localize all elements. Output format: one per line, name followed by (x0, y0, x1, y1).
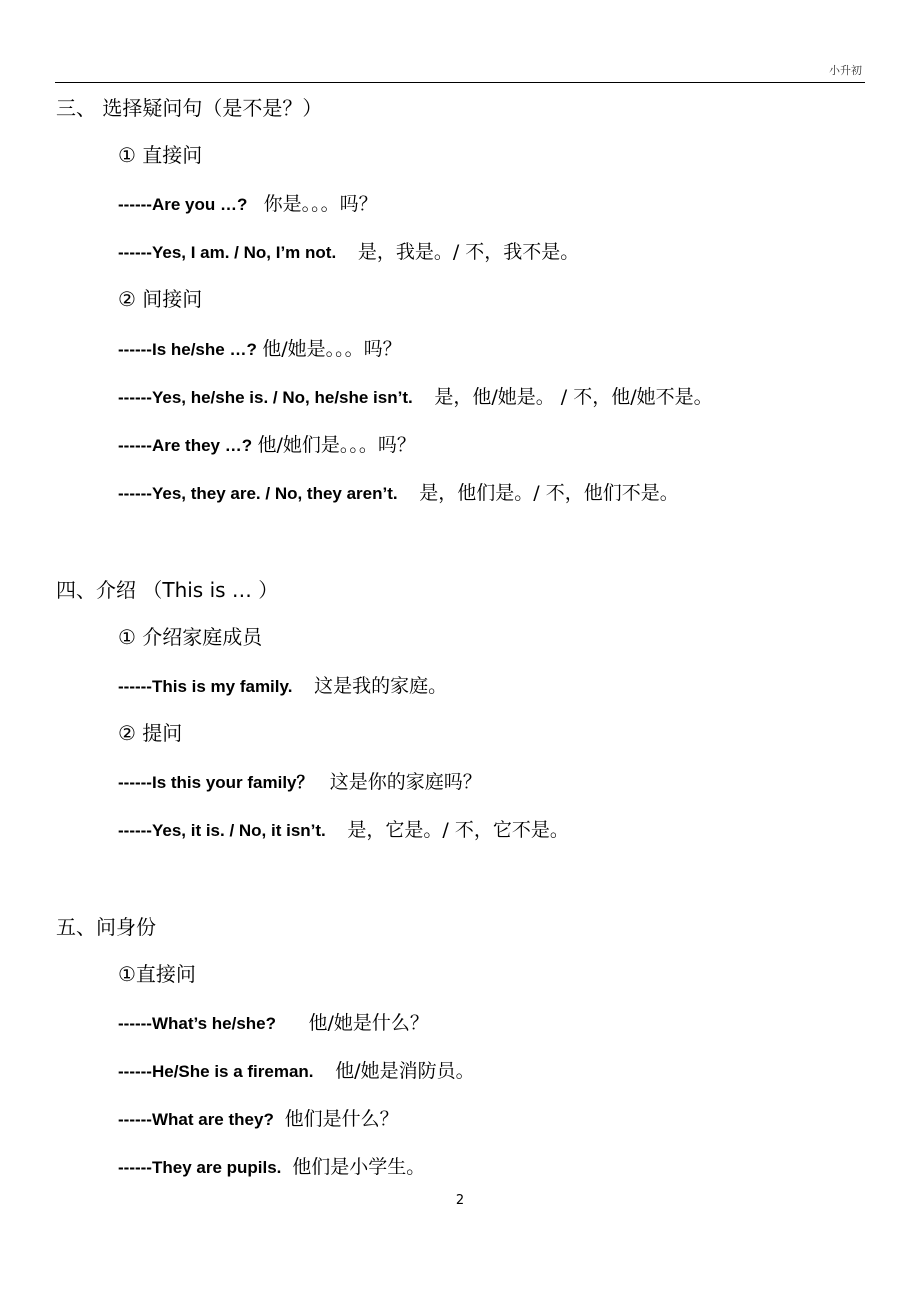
example-english: ------What’s he/she? (118, 1014, 277, 1033)
example-line (118, 821, 569, 840)
example-chinese: 是，我是。/ 不，我不是。 (357, 241, 580, 263)
example-line (118, 388, 713, 407)
example-english: ------He/She is a fireman. (118, 1062, 314, 1081)
example-english: ------They are pupils. (118, 1158, 282, 1177)
example-line (118, 1014, 429, 1033)
example-line (118, 1062, 475, 1081)
example-chinese: 这是你的家庭吗？ (329, 771, 482, 793)
subheading-4-2: ② 提问 (118, 721, 183, 745)
example-chinese: 是，他们是。/ 不，他们不是。 (419, 482, 679, 504)
header-label: 小升初 (829, 64, 862, 77)
example-chinese: 他们是小学生。 (292, 1156, 426, 1178)
example-chinese: 是，他/她是。 / 不，他/她不是。 (434, 386, 713, 408)
example-line (118, 195, 378, 214)
example-line (118, 243, 579, 262)
subheading-4-1: ① 介绍家庭成员 (118, 625, 263, 649)
example-chinese: 你是。。。吗？ (263, 193, 378, 215)
example-chinese: 他/她是。。。吗？ (262, 338, 402, 360)
section-heading-4: 四、介绍 （This is … ） (56, 578, 279, 602)
subheading-3-1: ① 直接问 (118, 143, 203, 167)
section-heading-3: 三、 选择疑问句（是不是？） (56, 96, 323, 120)
example-chinese: 他/她是消防员。 (335, 1060, 475, 1082)
example-english: ------Are they …? (118, 436, 253, 455)
example-english: ------Are you …? (118, 195, 248, 214)
example-line (118, 773, 482, 792)
example-english: ------Is this your family？ (118, 773, 314, 792)
example-line (118, 340, 402, 359)
example-line (118, 1158, 425, 1177)
example-line (118, 677, 447, 696)
example-chinese: 他们是什么？ (284, 1108, 399, 1130)
example-chinese: 这是我的家庭。 (314, 675, 448, 697)
example-chinese: 是，它是。/ 不，它不是。 (347, 819, 569, 841)
subheading-5-1: ①直接问 (118, 962, 196, 986)
example-english: ------Is he/she …? (118, 340, 257, 359)
example-line (118, 436, 416, 455)
section-heading-5: 五、问身份 (56, 915, 156, 939)
page-number: 2 (455, 1193, 465, 1208)
example-line (118, 1110, 399, 1129)
example-english: ------Yes, he/she is. / No, he/she isn’t. (118, 388, 413, 407)
header-rule (55, 82, 865, 83)
subheading-3-2: ② 间接问 (118, 287, 203, 311)
example-english: ------Yes, it is. / No, it isn’t. (118, 821, 326, 840)
example-english: ------Yes, I am. / No, I’m not. (118, 243, 337, 262)
example-english: ------This is my family. (118, 677, 293, 696)
example-english: ------Yes, they are. / No, they aren’t. (118, 484, 398, 503)
example-english: ------What are they? (118, 1110, 274, 1129)
example-chinese: 他/她们是。。。吗？ (257, 434, 416, 456)
example-chinese: 他/她是什么？ (308, 1012, 429, 1034)
example-line (118, 484, 679, 503)
